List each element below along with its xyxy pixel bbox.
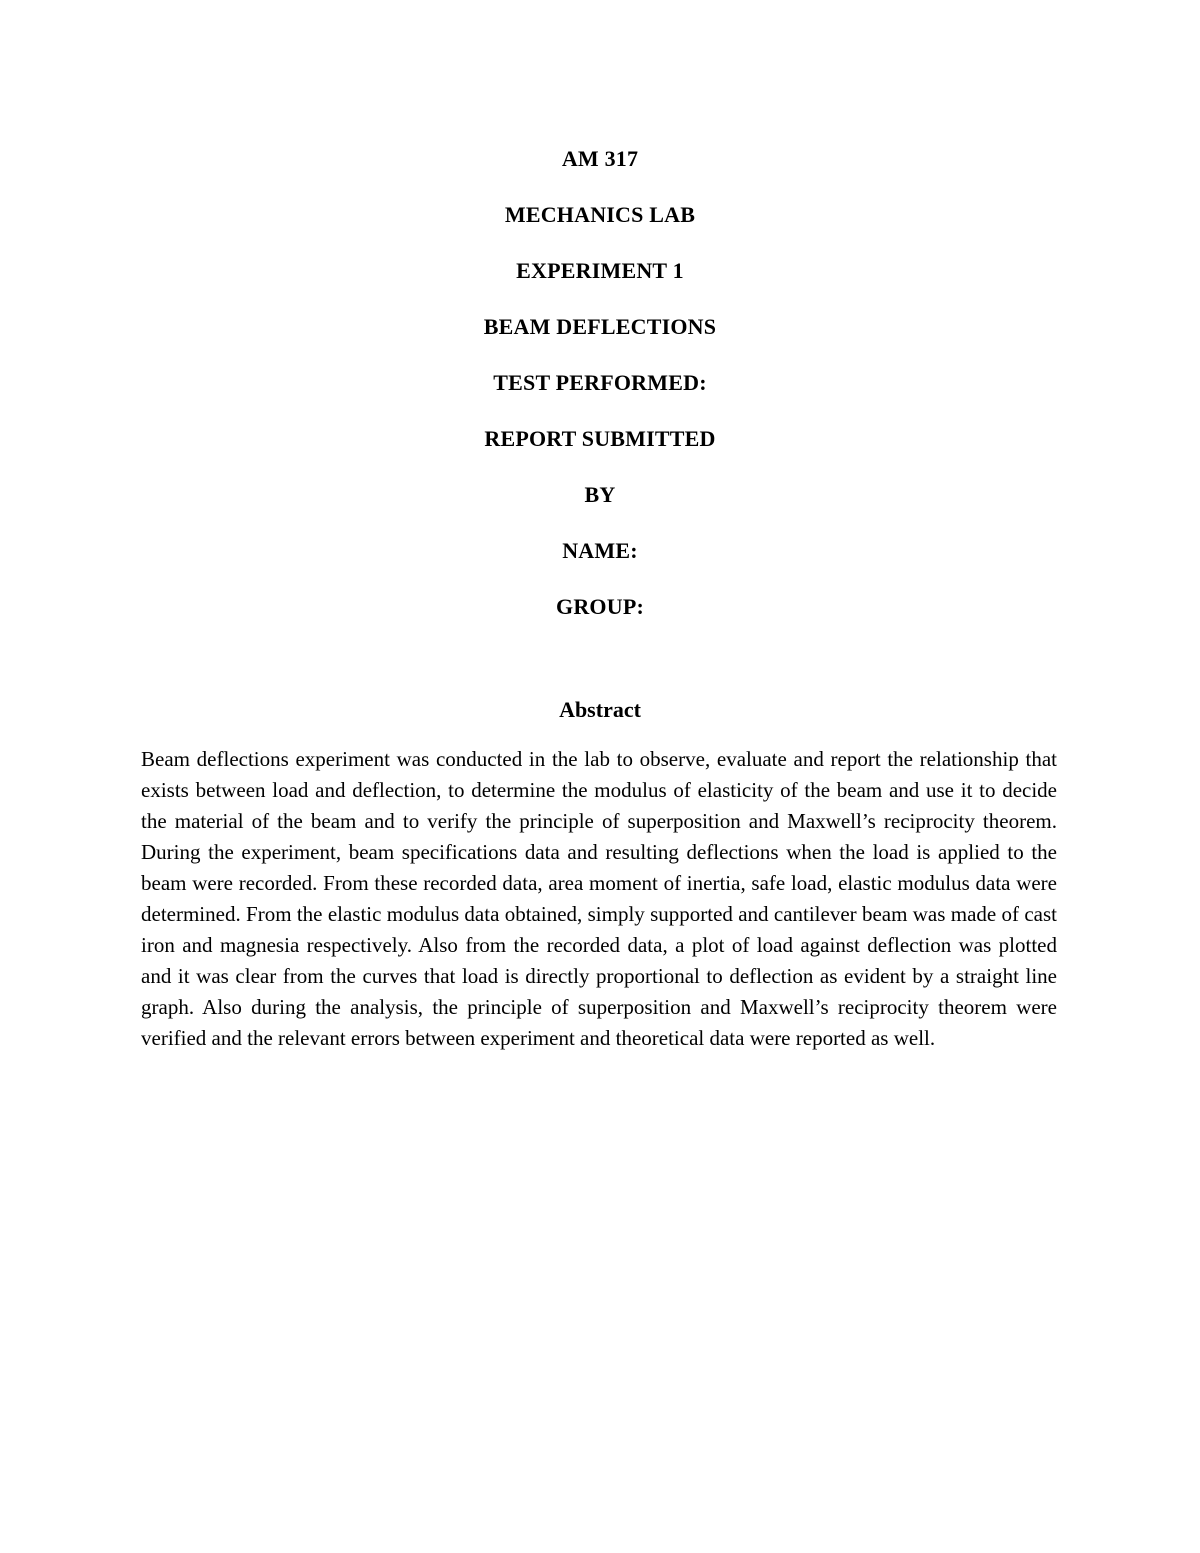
experiment-title: BEAM DEFLECTIONS (483, 314, 717, 339)
name-label: NAME: (562, 538, 638, 563)
abstract-heading: Abstract (559, 697, 641, 722)
experiment-number: EXPERIMENT 1 (516, 258, 684, 283)
course-code: AM 317 (561, 146, 639, 171)
report-submitted-label: REPORT SUBMITTED (484, 426, 716, 451)
test-performed-label: TEST PERFORMED: (493, 370, 707, 395)
abstract-body: Beam deflections experiment was conducted in the lab to observe, evaluate and report the relationship that exists between load and deflection, to determine the modulus of elasticity of the beam and use it to decide the material of the beam and to verify the principle of superposition and Maxwell’s reciprocity theorem. During the experiment, beam specifications data and resulting deflections when the load is applied to the beam were recorded. From these recorded data, area moment of inertia, safe load, elastic modulus data were determined. From the elastic modulus data obtained, simply supported and cantilever beam was made of cast iron and magnesia respectively. Also from the recorded data, a plot of load against deflection was plotted and it was clear from the curves that load is directly proportional to deflection as evident by a straight line graph. Also during the analysis, the principle of superposition and Maxwell’s reciprocity theorem were verified and the relevant errors between experiment and theoretical data were reported as well. (141, 747, 1057, 1050)
title-block (0, 141, 1200, 645)
course-name: MECHANICS LAB (504, 202, 696, 227)
group-label: GROUP: (556, 594, 644, 619)
by-label: BY (584, 482, 616, 507)
